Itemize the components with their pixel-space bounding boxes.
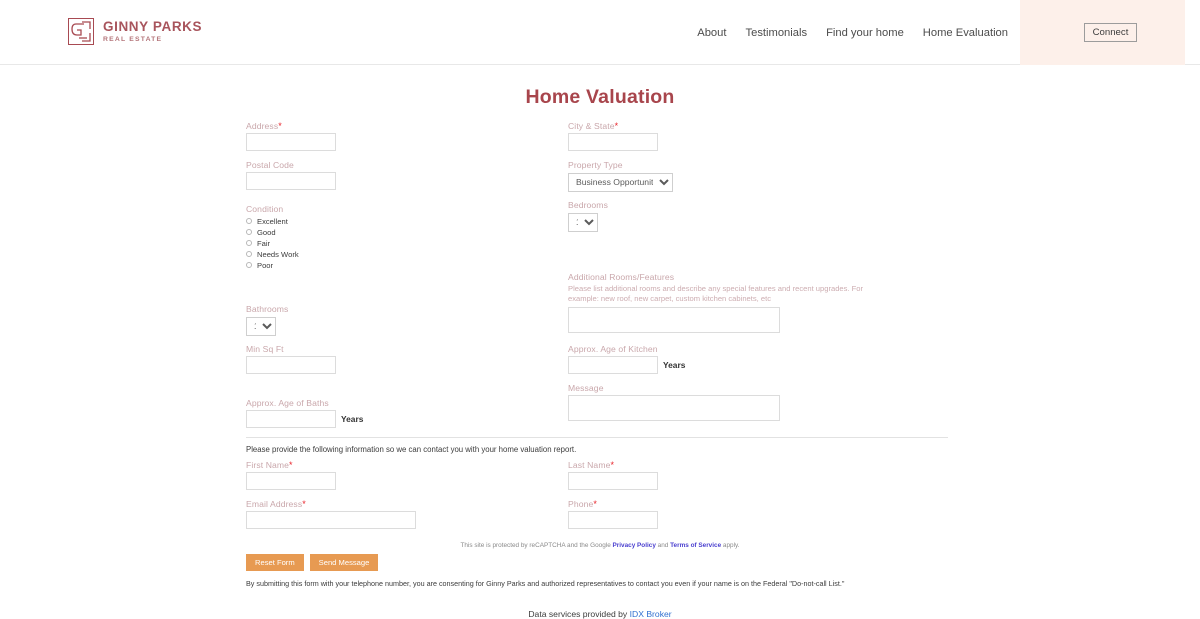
min-sq-ft-input[interactable] — [246, 356, 336, 374]
label-additional-rooms: Additional Rooms/Features — [568, 272, 675, 282]
label-age-of-baths: Approx. Age of Baths — [246, 398, 329, 408]
field-bedrooms — [568, 200, 608, 232]
terms-of-service-link[interactable]: Terms of Service — [670, 542, 722, 549]
field-message — [568, 383, 780, 426]
label-phone: Phone* — [568, 499, 597, 509]
field-min-sq-ft — [246, 344, 336, 374]
nav-item-testimonials[interactable]: Testimonials — [745, 26, 808, 39]
nav-item-find-your-home[interactable]: Find your home — [826, 26, 904, 39]
label-city-state: City & State* — [568, 121, 619, 131]
field-property-type — [568, 160, 673, 192]
radio-circle-icon — [246, 262, 252, 268]
required-marker: * — [302, 499, 306, 509]
label-message: Message — [568, 383, 604, 393]
label-condition: Condition — [246, 204, 284, 214]
field-email-address — [246, 499, 416, 529]
label-property-type: Property Type — [568, 160, 623, 170]
label-bedrooms: Bedrooms — [568, 200, 608, 210]
field-last-name — [568, 460, 658, 490]
label-address: Address* — [246, 121, 282, 131]
radio-label: Fair — [257, 238, 271, 248]
radio-option-poor[interactable] — [246, 260, 299, 271]
field-address — [246, 121, 336, 151]
required-marker: * — [614, 121, 619, 131]
radio-label: Excellent — [257, 216, 288, 226]
radio-circle-icon — [246, 240, 252, 246]
privacy-policy-link[interactable]: Privacy Policy — [612, 542, 656, 549]
required-marker: * — [610, 460, 615, 470]
radio-option-excellent[interactable] — [246, 216, 299, 227]
recaptcha-prefix-text: This site is protected by reCAPTCHA and the Google — [460, 542, 613, 549]
required-marker: * — [593, 499, 597, 509]
additional-rooms-helper-text: Please list additional rooms and describe any special features and recent upgrades. For example: new roof, new carpet, custom kitchen cabinets, etc — [568, 284, 864, 304]
radio-label: Poor — [257, 260, 274, 270]
radio-circle-icon — [246, 251, 252, 257]
age-of-baths-unit: Years — [341, 414, 364, 424]
label-first-name: First Name* — [246, 460, 293, 470]
age-of-kitchen-unit: Years — [663, 360, 686, 370]
radio-option-good[interactable] — [246, 227, 299, 238]
page-title: Home Valuation — [525, 86, 675, 108]
send-message-button[interactable]: Send Message — [310, 554, 379, 571]
field-first-name — [246, 460, 336, 490]
required-marker: * — [278, 121, 282, 131]
first-name-input[interactable] — [246, 472, 336, 490]
radio-circle-icon — [246, 218, 252, 224]
address-input[interactable] — [246, 133, 336, 151]
reset-form-button[interactable]: Reset Form — [246, 554, 304, 571]
field-bathrooms — [246, 304, 288, 336]
footer-prefix-text: Data services provided by — [528, 609, 630, 619]
radio-option-fair[interactable] — [246, 238, 299, 249]
nav-item-home-evaluation[interactable]: Home Evaluation — [922, 26, 1008, 39]
label-postal-code: Postal Code — [246, 160, 294, 170]
age-of-kitchen-input[interactable] — [568, 356, 658, 374]
field-additional-rooms — [568, 272, 868, 338]
additional-rooms-textarea[interactable] — [568, 307, 780, 333]
phone-input[interactable] — [568, 511, 658, 529]
last-name-input[interactable] — [568, 472, 658, 490]
radio-circle-icon — [246, 229, 252, 235]
radio-label: Good — [257, 227, 276, 237]
property-type-select[interactable] — [568, 173, 673, 192]
recaptcha-notice — [0, 542, 1200, 549]
email-address-input[interactable] — [246, 511, 416, 529]
city-state-input[interactable] — [568, 133, 658, 151]
recaptcha-and-text: and — [655, 542, 671, 549]
contact-section-note: Please provide the following information so we can contact you with your home valuation report. — [246, 445, 577, 454]
field-condition — [246, 204, 299, 271]
logo-name: GINNY PARKS — [103, 19, 203, 35]
message-textarea[interactable] — [568, 395, 780, 421]
bathrooms-select[interactable] — [246, 317, 276, 336]
age-of-baths-input[interactable] — [246, 410, 336, 428]
label-bathrooms: Bathrooms — [246, 304, 289, 314]
label-min-sq-ft: Min Sq Ft — [246, 344, 284, 354]
required-marker: * — [289, 460, 293, 470]
condition-radio-group — [246, 216, 299, 271]
label-age-of-kitchen: Approx. Age of Kitchen — [568, 344, 658, 354]
label-last-name: Last Name* — [568, 460, 615, 470]
recaptcha-suffix-text: apply. — [721, 542, 740, 549]
postal-code-input[interactable] — [246, 172, 336, 190]
field-phone — [568, 499, 658, 529]
connect-button[interactable]: Connect — [1084, 23, 1137, 42]
nav-item-about[interactable]: About — [697, 26, 727, 39]
bedrooms-select[interactable] — [568, 213, 598, 232]
telephone-consent-disclaimer: By submitting this form with your telephone number, you are consenting for Ginny Parks and authorized representatives to contact you even if your name is on the Federal "Do-not-call List." — [246, 579, 845, 588]
field-postal-code — [246, 160, 336, 190]
field-age-of-baths — [246, 398, 363, 428]
radio-label: Needs Work — [257, 249, 299, 259]
label-email-address: Email Address* — [246, 499, 306, 509]
idx-broker-link[interactable]: IDX Broker — [629, 609, 672, 619]
field-city-state — [568, 121, 658, 151]
section-divider — [246, 437, 948, 438]
logo-subtitle: REAL ESTATE — [103, 35, 163, 43]
field-age-of-kitchen — [568, 344, 685, 374]
radio-option-needs-work[interactable] — [246, 249, 299, 260]
form-actions — [246, 554, 378, 571]
data-services-footer — [0, 609, 1200, 619]
